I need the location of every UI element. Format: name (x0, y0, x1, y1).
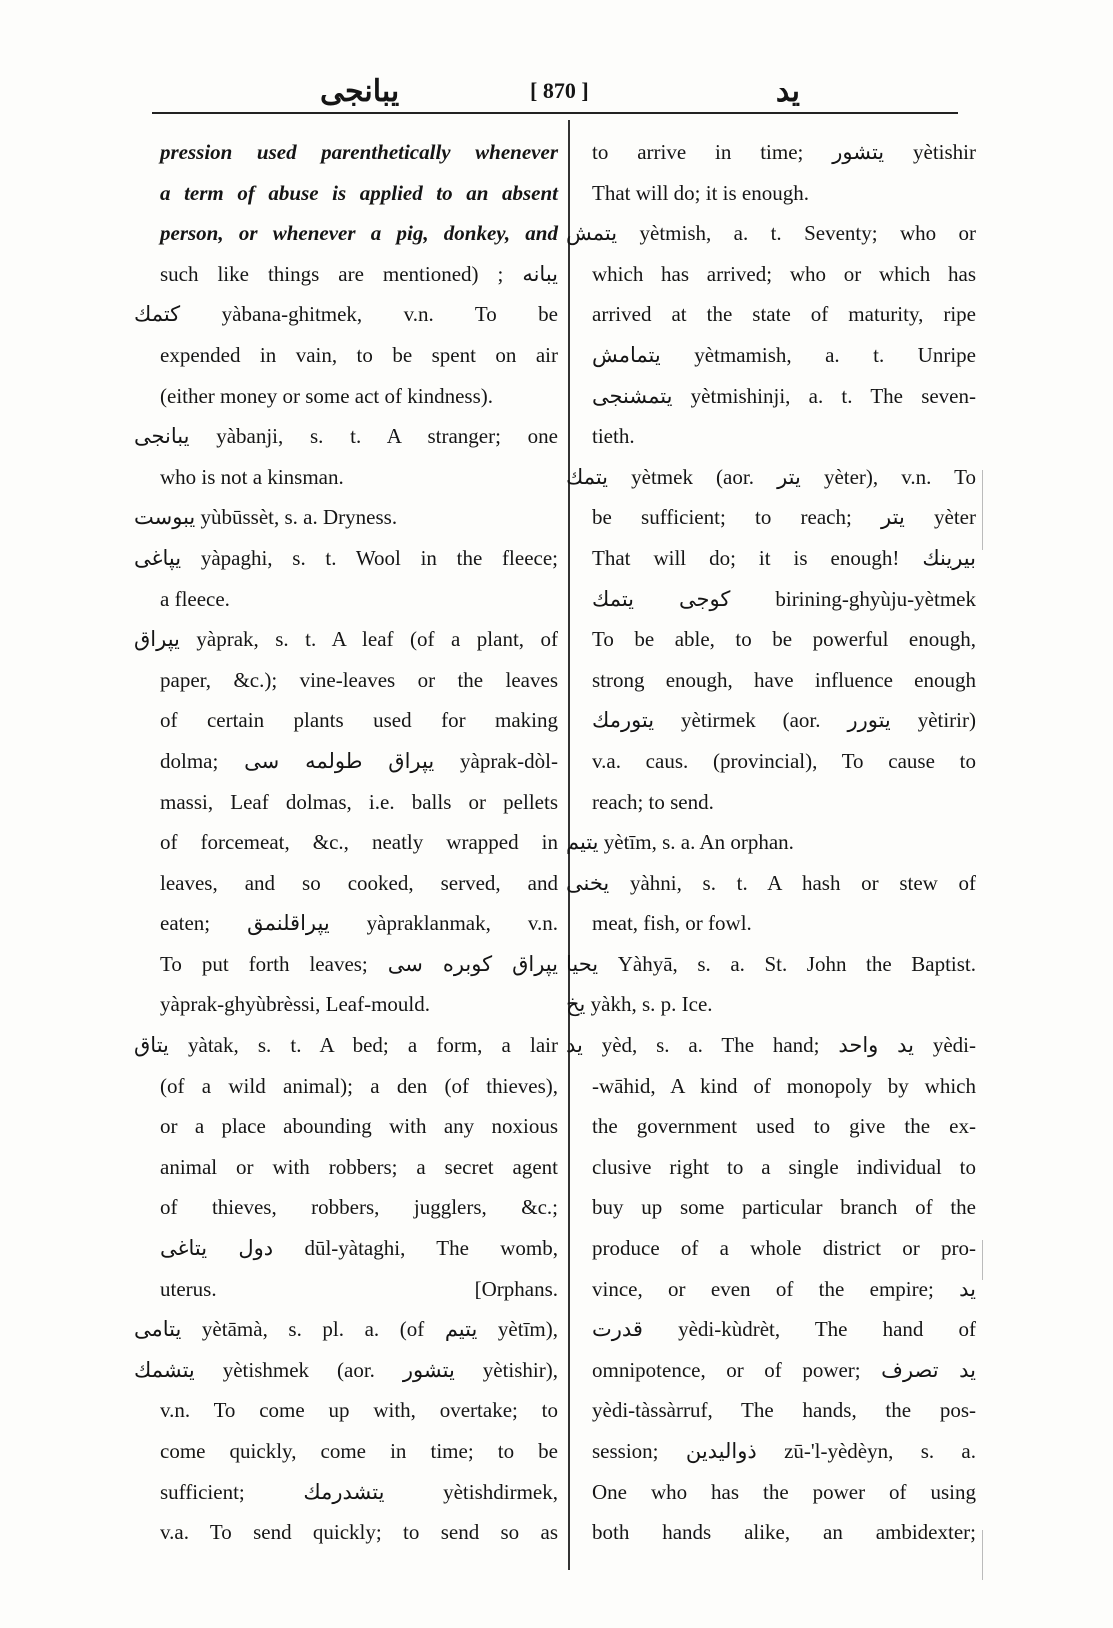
entry-line: -wāhid, A kind of monopoly by which (592, 1073, 976, 1098)
entry-line: arrived at the state of maturity, ripe (592, 302, 976, 327)
entry-line: expended in vain, to be spent on air (160, 342, 558, 367)
header-catchword-right: يد (775, 75, 800, 108)
entry-line: session; ذواليدين zū-'l-yèdèyn, s. a. (592, 1439, 976, 1463)
edge-mark (982, 1530, 983, 1580)
entry-line: v.a. caus. (provincial), To cause to (592, 748, 976, 773)
entry-line: both hands alike, an ambidexter; (592, 1520, 976, 1545)
entry-line: a term of abuse is applied to an absent (160, 180, 558, 205)
entry-line: To be able, to be powerful enough, (592, 627, 976, 652)
entry-line: of forcemeat, &c., neatly wrapped in (160, 830, 558, 855)
entry-line: meat, fish, or fowl. (592, 911, 752, 936)
entry-line: who is not a kinsman. (160, 464, 344, 489)
entry-line: (of a wild animal); a den (of thieves), (160, 1073, 558, 1098)
entry-line: يتمامش yètmamish, a. t. Unripe (592, 342, 976, 367)
entry-line: يپراق yàprak, s. t. A leaf (of a plant, of (134, 627, 558, 652)
entry-line: sufficient; يتشدرمك yètishdirmek, (160, 1479, 558, 1504)
entry-line: يبوست yùbūssèt, s. a. Dryness. (134, 505, 398, 530)
entry-line: to arrive in time; يتشور yètishir (592, 140, 976, 164)
entry-line: come quickly, come in time; to be (160, 1439, 558, 1463)
left-column (134, 132, 558, 1553)
entry-line: كوجى يتمك birining-ghyùju-yètmek (592, 586, 976, 611)
page-header (120, 70, 960, 114)
header-catchword-left: يبانجى (320, 75, 400, 108)
entry-line: tieth. (592, 424, 635, 449)
entry-line: person, or whenever a pig, donkey, and (160, 221, 558, 246)
entry-line: To put forth leaves; يپراق كوبره سى (160, 951, 558, 976)
entry-line: دول يتاغى dūl-yàtaghi, The womb, (160, 1236, 558, 1261)
entry-line: يتمش yètmish, a. t. Seventy; who or (566, 221, 976, 246)
entry-line: reach; to send. (592, 789, 714, 814)
entry-line: يتمك yètmek (aor. يتر yèter), v.n. To (566, 464, 976, 489)
entry-line: يتامى yètāmà, s. pl. a. (of يتيم yètīm), (134, 1317, 558, 1342)
entry-line: يتمشنجى yètmishinji, a. t. The seven- (592, 383, 976, 408)
entry-line: يخ yàkh, s. p. Ice. (566, 992, 713, 1017)
header-rule (152, 112, 958, 114)
entry-line: يحيا Yàhyā, s. a. St. John the Baptist. (566, 951, 976, 976)
entry-line: vince, or even of the empire; يد (592, 1276, 976, 1301)
entry-line: يپاغى yàpaghi, s. t. Wool in the fleece; (134, 545, 558, 570)
entry-line: eaten; يپراقلنمق yàpraklanmak, v.n. (160, 911, 558, 936)
entry-line: omnipotence, or of power; يد تصرف (592, 1357, 976, 1382)
entry-line: of thieves, robbers, jugglers, &c.; (160, 1195, 558, 1220)
entry-line: leaves, and so cooked, served, and (160, 870, 558, 895)
right-column (566, 132, 976, 1553)
entry-line: v.a. To send quickly; to send so as (160, 1520, 558, 1545)
entry-line: yàprak-ghyùbrèssi, Leaf-mould. (160, 992, 430, 1017)
edge-mark (982, 1240, 983, 1280)
entry-line: (either money or some act of kindness). (160, 383, 493, 408)
entry-line: That will do; it is enough! بيرينك (592, 545, 976, 570)
entry-line: massi, Leaf dolmas, i.e. balls or pellets (160, 789, 558, 814)
entry-line: the government used to give the ex- (592, 1114, 976, 1139)
entry-line: yèdi-tàssàrruf, The hands, the pos- (592, 1398, 976, 1423)
entry-line: pression used parenthetically whenever (160, 140, 558, 164)
entry-line: strong enough, have influence enough (592, 667, 976, 692)
entry-line: animal or with robbers; a secret agent (160, 1154, 558, 1179)
entry-line: يتورمك yètirmek (aor. يتورر yètirir) (592, 708, 976, 733)
entry-line: such like things are mentioned) ; يبانه (160, 261, 558, 286)
entry-line: قدرت yèdi-kùdrèt, The hand of (592, 1317, 976, 1342)
entry-line: يتاق yàtak, s. t. A bed; a form, a lair (134, 1033, 558, 1058)
entry-line: produce of a whole district or pro- (592, 1236, 976, 1261)
edge-mark (982, 470, 983, 550)
entry-line: dolma; يپراق طولمه سى yàprak-dòl- (160, 748, 558, 773)
entry-line: of certain plants used for making (160, 708, 558, 733)
entry-line: paper, &c.); vine-leaves or the leaves (160, 667, 558, 692)
entry-line: buy up some particular branch of the (592, 1195, 976, 1220)
entry-line: يخنى yàhni, s. t. A hash or stew of (566, 870, 976, 895)
entry-line: That will do; it is enough. (592, 180, 809, 205)
entry-line: uterus. [Orphans. (160, 1276, 558, 1301)
entry-line: a fleece. (160, 586, 230, 611)
entry-line: v.n. To come up with, overtake; to (160, 1398, 558, 1423)
entry-line: يبانجى yàbanji, s. t. A stranger; one (134, 424, 558, 449)
entry-line: or a place abounding with any noxious (160, 1114, 558, 1139)
entry-line: يد yèd, s. a. The hand; يد واحد yèdi- (566, 1033, 976, 1058)
entry-line: كتمك yàbana-ghitmek, v.n. To be (134, 302, 558, 327)
entry-line: One who has the power of using (592, 1479, 976, 1504)
page-number: [ 870 ] (530, 78, 589, 103)
entry-line: يتيم yètīm, s. a. An orphan. (566, 830, 794, 855)
entry-line: يتشمك yètishmek (aor. يتشور yètishir), (134, 1357, 558, 1382)
entry-line: be sufficient; to reach; يتر yèter (592, 505, 976, 530)
entry-line: which has arrived; who or which has (592, 261, 976, 286)
entry-line: clusive right to a single individual to (592, 1154, 976, 1179)
